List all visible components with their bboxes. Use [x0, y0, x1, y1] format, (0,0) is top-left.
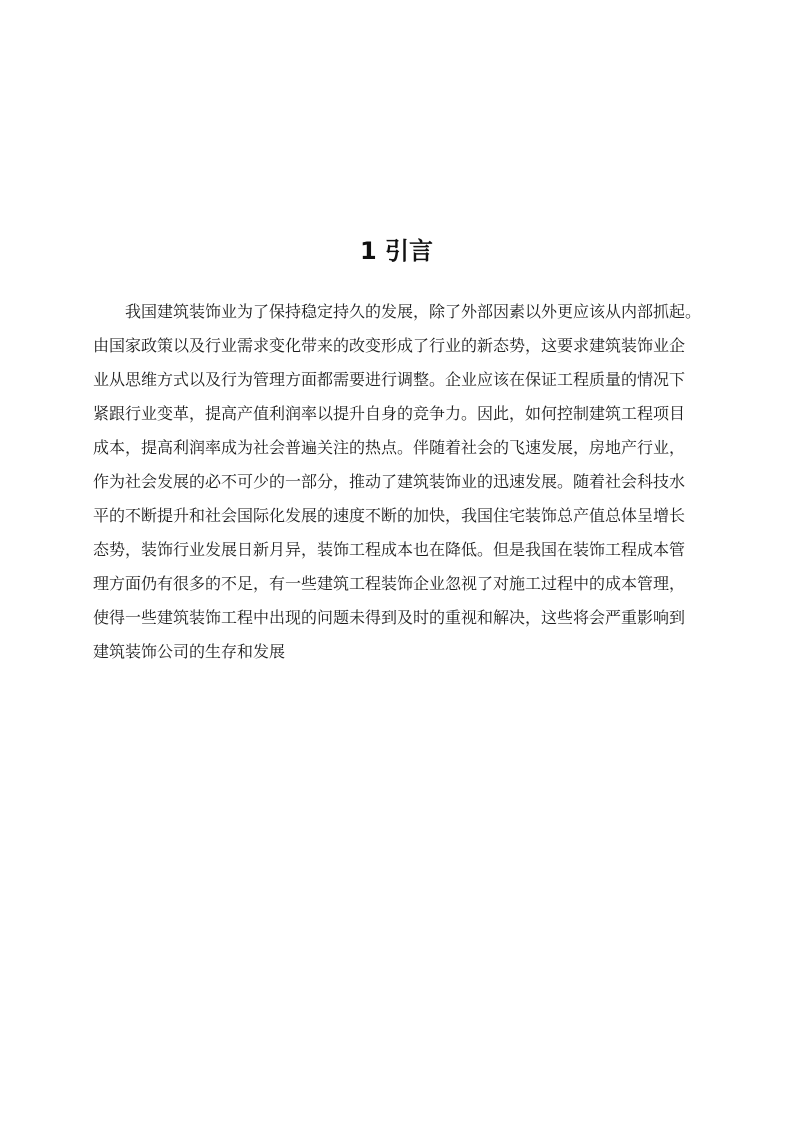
body-paragraph: [93, 295, 703, 669]
paragraph-line: 由国家政策以及行业需求变化带来的改变形成了行业的新态势，这要求建筑装饰业企: [93, 336, 686, 355]
paragraph-line: 业从思维方式以及行为管理方面都需要进行调整。企业应该在保证工程质量的情况下: [93, 370, 686, 389]
paragraph-line: 作为社会发展的必不可少的一部分，推动了建筑装饰业的迅速发展。随着社会科技水: [93, 472, 686, 491]
paragraph-line: 建筑装饰公司的生存和发展: [93, 642, 286, 661]
paragraph-line: 紧跟行业变革，提高产值利润率以提升自身的竞争力。因此，如何控制建筑工程项目: [93, 404, 686, 423]
paragraph-line: 平的不断提升和社会国际化发展的速度不断的加快，我国住宅装饰总产值总体呈增长: [93, 506, 686, 525]
paragraph-line: 成本，提高利润率成为社会普遍关注的热点。伴随着社会的飞速发展，房地产行业，: [93, 438, 686, 457]
paragraph-line: 使得一些建筑装饰工程中出现的问题未得到及时的重视和解决，这些将会严重影响到: [93, 608, 686, 627]
paragraph-line: 我国建筑装饰业为了保持稳定持久的发展，除了外部因素以外更应该从内部抓起。: [125, 302, 702, 321]
paragraph-line: 理方面仍有很多的不足，有一些建筑工程装饰企业忽视了对施工过程中的成本管理，: [93, 574, 686, 593]
section-heading: 1 引言: [359, 237, 434, 265]
paragraph-line: 态势，装饰行业发展日新月异，装饰工程成本也在降低。但是我国在装饰工程成本管: [93, 540, 686, 559]
